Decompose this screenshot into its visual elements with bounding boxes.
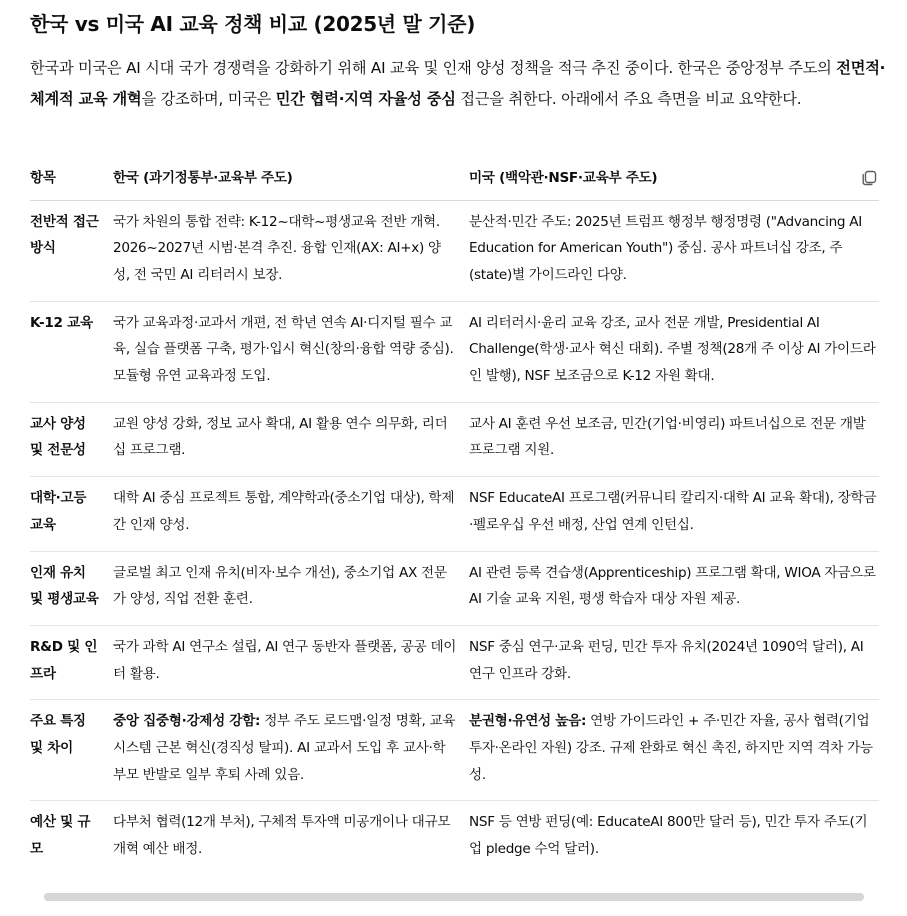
- header-usa: 미국 (백악관·NSF·교육부 주도): [469, 152, 879, 200]
- korea-text: 정부 주도 로드맵·일정 명확, 교육 시스템 근본 혁신(경직성 탈피). AI 교과서 도입 후 교사·학부모 반발로 일부 후퇴 사례 있음.: [113, 713, 456, 783]
- intro-text-2: 을 강조하며, 미국은: [141, 90, 276, 108]
- page-title: 한국 vs 미국 AI 교육 정책 비교 (2025년 말 기준): [30, 12, 476, 36]
- copy-icon: [859, 168, 879, 188]
- row-usa-cell: NSF EducateAI 프로그램(커뮤니티 칼리지·대학 AI 교육 확대), 장학금·펠로우십 우선 배정, 산업 연계 인턴십.: [469, 477, 879, 551]
- row-item-cell: 예산 및 규모: [30, 814, 91, 858]
- table-row: [30, 801, 879, 875]
- row-korea-cell: 글로벌 최고 인재 유치(비자·보수 개선), 중소기업 AX 전문가 양성, 직업 전환 훈련.: [113, 551, 469, 625]
- horizontal-scrollbar-thumb[interactable]: [44, 893, 864, 901]
- header-item: 항목: [30, 152, 113, 200]
- row-korea-cell: 국가 교육과정·교과서 개편, 전 학년 연속 AI·디지털 필수 교육, 실습 플랫폼 구축, 평가·입시 혁신(창의·융합 역량 중심). 모듈형 유연 교육과정 도입.: [113, 301, 469, 402]
- horizontal-scrollbar[interactable]: [44, 893, 864, 901]
- usa-text: 연방 가이드라인 + 주·민간 자율, 공사 협력(기업 투자·온라인 자원) 강조. 규제 완화로 혁신 촉진, 하지만 지역 격차 가능성.: [469, 713, 873, 783]
- row-item-cell: 교사 양성 및 전문성: [30, 402, 113, 476]
- row-usa-cell: 분산적·민간 주도: 2025년 트럼프 행정부 행정명령 ("Advancing AI Education for American Youth") 중심. 공사 파트너십 강조, 주(state)별 가이드라인 다양.: [469, 200, 879, 301]
- row-korea-cell: 다부처 협력(12개 부처), 구체적 투자액 미공개이나 대규모 개혁 예산 배정.: [113, 814, 451, 858]
- row-item-cell: K-12 교육: [30, 301, 113, 402]
- row-korea-cell: 국가 과학 AI 연구소 설립, AI 연구 동반자 플랫폼, 공공 데이터 활용.: [113, 625, 469, 699]
- korea-emphasis: 중앙 집중형·강제성 강함:: [113, 713, 261, 730]
- intro-text-3: 접근을 취한다. 아래에서 주요 측면을 비교 요약한다.: [455, 90, 802, 108]
- row-usa-cell: NSF 중심 연구·교육 펀딩, 민간 투자 유치(2024년 1090억 달러), AI 연구 인프라 강화.: [469, 625, 879, 699]
- vertical-scrollbar-track[interactable]: [891, 0, 907, 916]
- header-korea: 한국 (과기정통부·교육부 주도): [113, 152, 469, 200]
- row-item-cell: 주요 특징 및 차이: [30, 700, 113, 801]
- row-item-cell: 전반적 접근 방식: [30, 200, 113, 301]
- row-usa-cell: AI 리터러시·윤리 교육 강조, 교사 전문 개발, Presidential AI Challenge(학생·교사 혁신 대회). 주별 정책(28개 주 이상 AI 가이드라인 발행), NSF 보조금으로 K-12 자원 확대.: [469, 301, 879, 402]
- copy-table-button[interactable]: [859, 168, 879, 188]
- row-item-cell: 대학·고등교육: [30, 477, 113, 551]
- usa-emphasis: 분권형·유연성 높음:: [469, 713, 587, 730]
- comparison-table-container: [30, 152, 879, 875]
- row-usa-cell: [469, 700, 879, 801]
- table-header-row: [30, 152, 879, 200]
- table-row: [30, 477, 879, 551]
- table-row: [30, 551, 879, 625]
- row-korea-cell: 교원 양성 강화, 정보 교사 확대, AI 활용 연수 의무화, 리더십 프로그램.: [113, 402, 469, 476]
- table-row: [30, 301, 879, 402]
- intro-bold-2: 민간 협력·지역 자율성 중심: [275, 90, 456, 108]
- table-row: [30, 625, 879, 699]
- row-item-cell: 인재 유치 및 평생교육: [30, 551, 113, 625]
- intro-paragraph: [30, 53, 895, 115]
- row-korea-cell: 대학 AI 중심 프로젝트 통합, 계약학과(중소기업 대상), 학제간 인재 양성.: [113, 477, 469, 551]
- row-usa-cell: AI 관련 등록 견습생(Apprenticeship) 프로그램 확대, WIOA 자금으로 AI 기술 교육 지원, 평생 학습자 대상 자원 제공.: [469, 551, 879, 625]
- table-row: [30, 402, 879, 476]
- row-korea-cell: [113, 700, 469, 801]
- intro-text-1: 한국과 미국은 AI 시대 국가 경쟁력을 강화하기 위해 AI 교육 및 인재 양성 정책을 적극 추진 중이다. 한국은 중앙정부 주도의: [30, 59, 837, 77]
- intro-bold-1: 전면적·체계적 교육 개혁: [30, 59, 886, 108]
- row-korea-cell: 국가 차원의 통합 전략: K-12~대학~평생교육 전반 개혁. 2026~2027년 시범·본격 추진. 융합 인재(AX: AI+x) 양성, 전 국민 AI 리터러시 보장.: [113, 200, 469, 301]
- row-usa-cell: NSF 등 연방 펀딩(예: EducateAI 800만 달러 등), 민간 투자 주도(기업 pledge 수억 달러).: [469, 814, 868, 858]
- row-item-cell: R&D 및 인프라: [30, 625, 113, 699]
- table-row: [30, 200, 879, 301]
- comparison-table: [30, 152, 879, 875]
- table-row: [30, 700, 879, 801]
- row-usa-cell: 교사 AI 훈련 우선 보조금, 민간(기업·비영리) 파트너십으로 전문 개발 프로그램 지원.: [469, 402, 879, 476]
